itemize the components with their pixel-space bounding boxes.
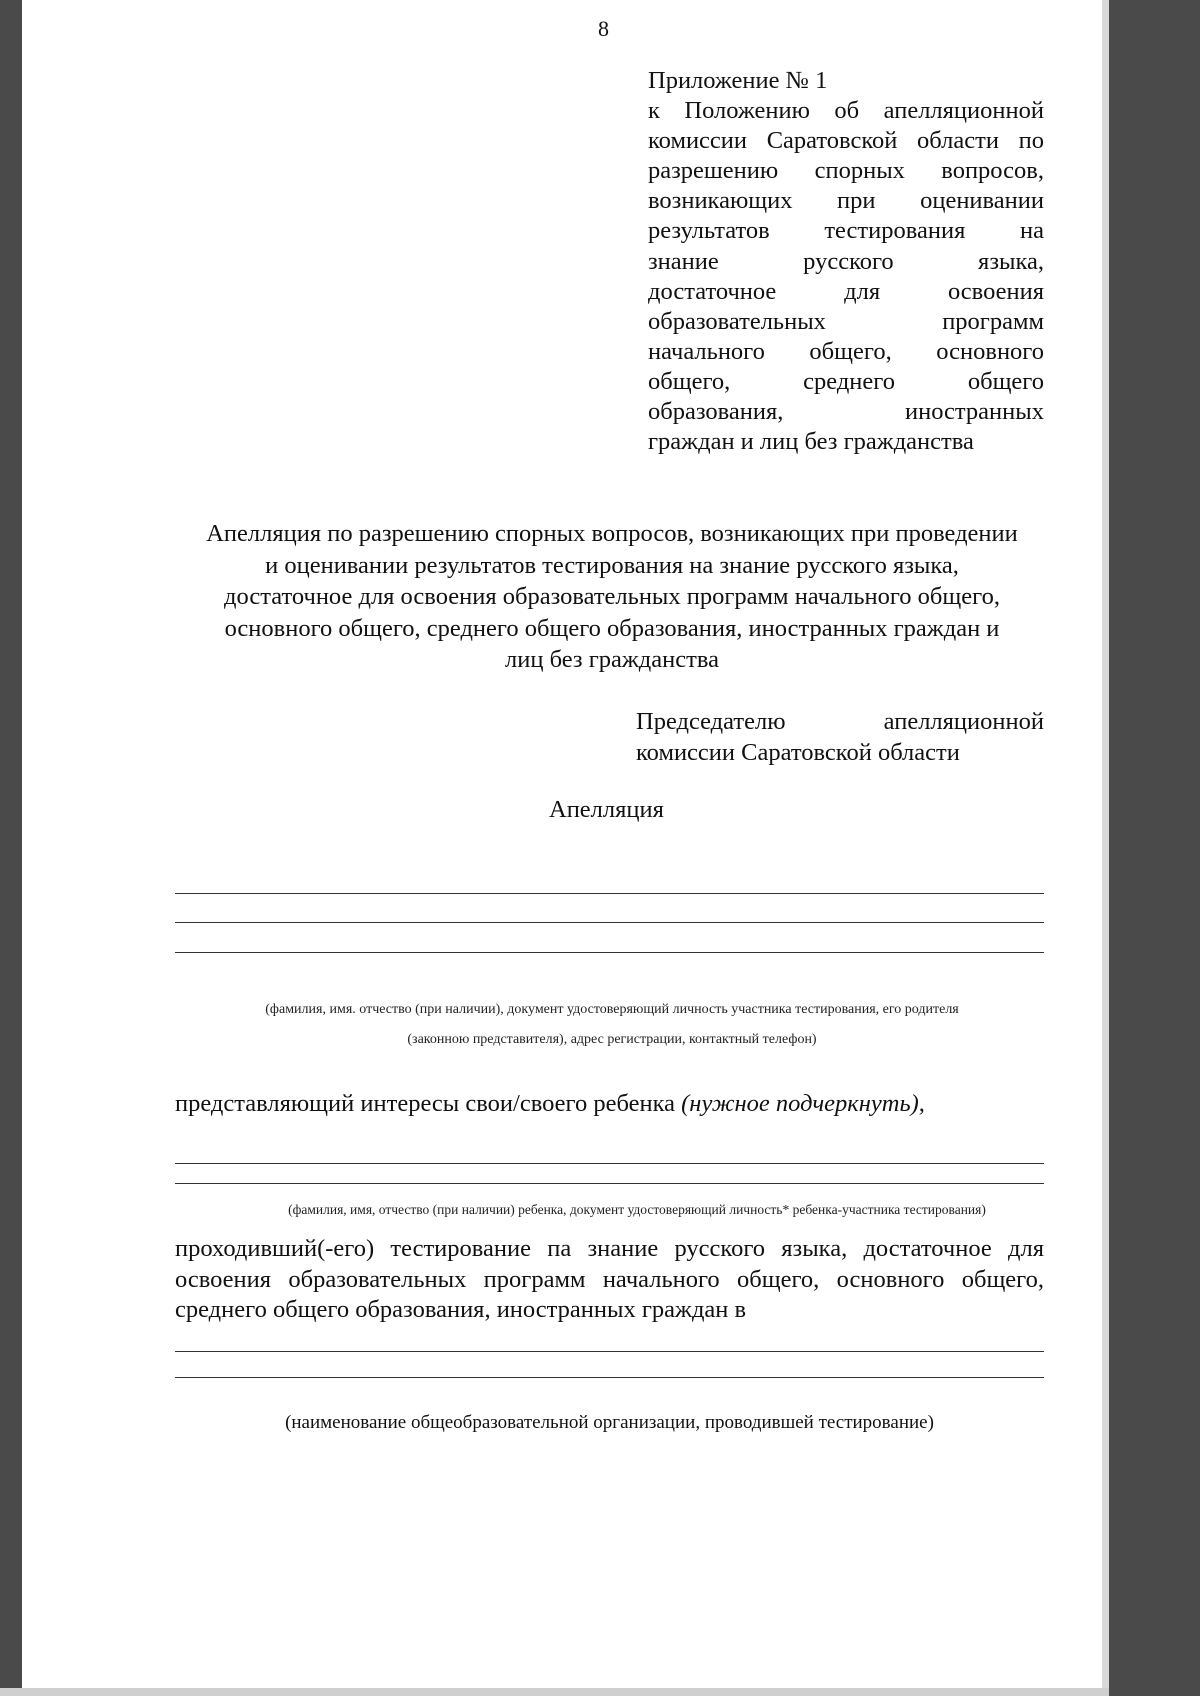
annex-line: граждан и лиц без гражданства xyxy=(648,428,974,456)
annex-line: Приложение № 1 xyxy=(648,67,828,94)
applicant-caption-line1: (фамилия, имя. отчество (при наличии), документ удостоверяющий личность участника тестирования, его родителя xyxy=(265,1002,959,1017)
applicant-fill-line xyxy=(175,922,1044,923)
annex-line: образовательных программ xyxy=(648,307,1044,335)
annex-line: общего, среднего общего xyxy=(648,367,1044,395)
applicant-fill-line xyxy=(175,893,1044,894)
scan-edge-right xyxy=(1102,0,1109,1696)
document-page xyxy=(22,0,1102,1690)
child-fill-line xyxy=(175,1183,1044,1184)
addressee-line: Председателю апелляционной xyxy=(636,708,1044,735)
addressee-block xyxy=(636,706,1044,768)
scan-edge-bottom xyxy=(0,1688,1109,1696)
annex-line: достаточное для освоения xyxy=(648,277,1044,305)
annex-line: образования, иностранных xyxy=(648,398,1044,426)
statement-note: (нужное подчеркнуть), xyxy=(681,1090,925,1117)
statement-text: представляющий интересы свои/своего ребенка xyxy=(175,1090,682,1117)
annex-line: разрешению спорных вопросов, xyxy=(648,157,1044,185)
annex-line: результатов тестирования на xyxy=(648,217,1044,245)
title-line: основного общего, среднего общего образования, иностранных граждан и xyxy=(224,614,1000,642)
annex-line: к Положению об апелляционной xyxy=(648,97,1044,125)
organization-caption: (наименование общеобразовательной организации, проводившей тестирование) xyxy=(285,1412,934,1433)
title-line: и оценивании результатов тестирования на знание русского языка, xyxy=(265,551,959,579)
annex-block xyxy=(648,66,1044,457)
organization-fill-line xyxy=(175,1351,1044,1352)
title-line: достаточное для освоения образовательных программ начального общего, xyxy=(224,583,1000,610)
appeal-heading: Апелляция xyxy=(549,796,664,823)
page-number: 8 xyxy=(598,16,609,41)
applicant-fill-line xyxy=(175,952,1044,953)
title-line: Апелляция по разрешению спорных вопросов, возникающих при проведении xyxy=(206,520,1018,547)
child-fill-line xyxy=(175,1163,1044,1164)
annex-line: начального общего, основного xyxy=(648,337,1044,365)
testing-paragraph: проходивший(-его) тестирование па знание русского языка, достаточное для освоения образовательных программ начального общего, основного общего, среднего общего образования, иностранных граждан в xyxy=(175,1235,1044,1323)
document-title xyxy=(162,518,1062,676)
applicant-caption-line2: (законною представителя), адрес регистрации, контактный телефон) xyxy=(407,1032,817,1047)
organization-fill-line xyxy=(175,1377,1044,1378)
child-caption: (фамилия, имя, отчество (при наличии) ребенка, документ удостоверяющий личность* ребенка-участника тестирования) xyxy=(288,1202,986,1217)
title-line: лиц без гражданства xyxy=(505,646,719,673)
annex-line: комиссии Саратовской области по xyxy=(648,127,1044,155)
addressee-line: комиссии Саратовской области xyxy=(636,739,960,766)
representation-statement xyxy=(175,1090,925,1118)
annex-line: возникающих при оценивании xyxy=(648,187,1044,215)
annex-line: знание русского языка, xyxy=(648,247,1044,275)
